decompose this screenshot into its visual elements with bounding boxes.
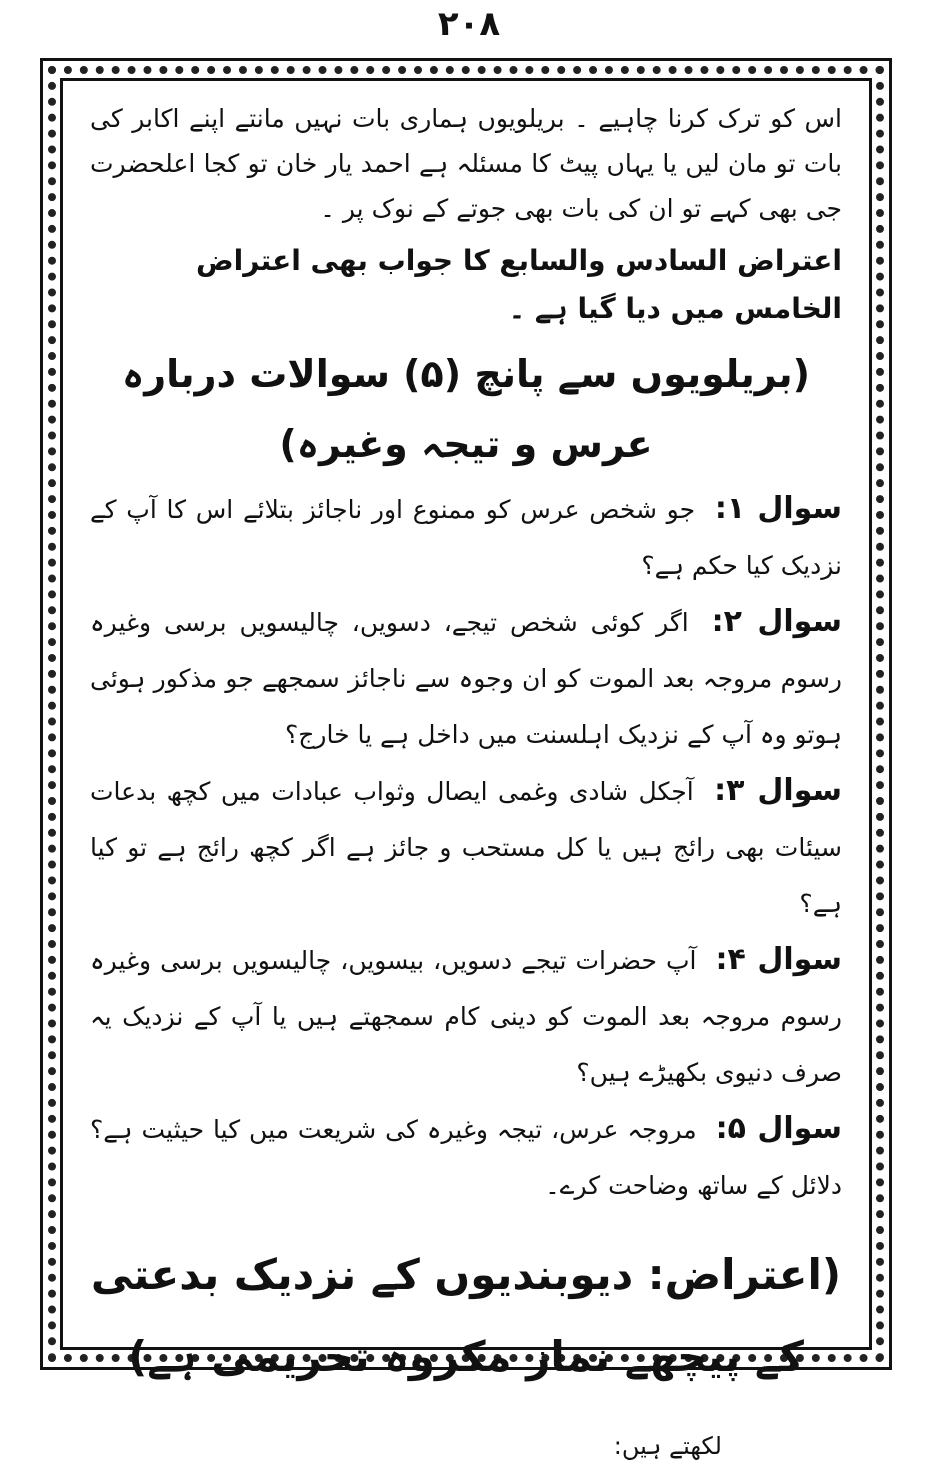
- page-number: ۲۰۸: [437, 4, 501, 44]
- question-list: [90, 481, 842, 1214]
- question-text: جو شخص عرس کو ممنوع اور ناجائز بتلائے اس کا آپ کے نزدیک کیا حکم ہے؟: [90, 495, 842, 580]
- question-item: [90, 481, 842, 594]
- intro-paragraph: اس کو ترک کرنا چاہیے ۔ بریلویوں ہماری بات نہیں مانتے اپنے اکابر کی بات تو مان لیں یا یہاں پیٹ کا مسئلہ ہے احمد یار خان تو کجا اعلحضرت جی بھی کہے تو ان کی بات بھی جوتے کے نوک پر ۔: [90, 104, 842, 223]
- question-item: [90, 1101, 842, 1214]
- question-label: سوال ۲:: [711, 604, 842, 639]
- question-label: سوال ۳:: [714, 773, 843, 808]
- question-label: سوال ۱:: [714, 491, 842, 526]
- question-text: اگر کوئی شخص تیجے، دسویں، چالیسویں برسی وغیرہ رسوم مروجہ بعد الموت کو ان وجوہ سے ناجائز سمجھے جو مذکور ہوئی ہوتو وہ آپ کے نزدیک اہلسنت میں داخل ہے یا خارج؟: [90, 608, 842, 749]
- question-item: [90, 594, 842, 763]
- question-text: آپ حضرات تیجے دسویں، بیسویں، چالیسویں برسی وغیرہ رسوم مروجہ بعد الموت کو دینی کام سمجھتے ہیں یا آپ کے نزدیک یہ صرف دنیوی بکھیڑے ہیں؟: [90, 946, 842, 1087]
- question-text: مروجہ عرس، تیجہ وغیرہ کی شریعت میں کیا حیثیت ہے؟ دلائل کے ساتھ وضاحت کرے۔: [90, 1115, 842, 1200]
- section-heading: (بریلویوں سے پانچ (۵) سوالات دربارہ عرس و تیجہ وغیرہ): [121, 352, 811, 466]
- question-text: آجکل شادی وغمی ایصال وثواب عبادات میں کچھ بدعات سیئات بھی رائج ہیں یا کل مستحب و جائز ہے اگر کچھ رائج ہے تو کیا ہے؟: [90, 777, 842, 918]
- question-item: [90, 763, 842, 932]
- closing-text: لکھتے ہیں:: [613, 1432, 722, 1460]
- question-item: [90, 932, 842, 1101]
- intro-note: اعتراض السادس والسابع کا جواب بھی اعتراض الخامس میں دیا گیا ہے ۔: [195, 244, 842, 325]
- objection-heading: (اعتراض: دیوبندیوں کے نزدیک بدعتی کے پیچھے نماز مکروہ تحریمی ہے): [90, 1250, 842, 1381]
- question-label: سوال ۵:: [715, 1111, 842, 1146]
- page-content: [90, 96, 842, 1466]
- question-label: سوال ۴:: [715, 942, 842, 977]
